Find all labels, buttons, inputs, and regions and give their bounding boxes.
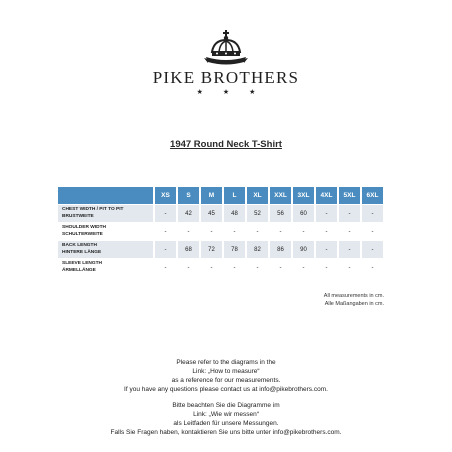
table-cell: -	[339, 205, 360, 222]
size-header: S	[178, 187, 199, 204]
table-cell: 78	[224, 241, 245, 258]
table-cell: -	[362, 223, 383, 240]
row-label	[58, 259, 153, 276]
info-line: Bitte beachten Sie die Diagramme im	[172, 402, 280, 409]
size-header: XXL	[270, 187, 291, 204]
row-label-de: BRUSTWEITE	[62, 213, 94, 219]
table-cell: -	[316, 205, 337, 222]
table-cell: -	[155, 223, 176, 240]
table-cell: -	[155, 259, 176, 276]
table-row	[58, 241, 383, 258]
row-label-en: SLEEVE LENGTH	[62, 261, 102, 266]
table-cell: -	[362, 259, 383, 276]
note-de: Alle Maßangaben in cm.	[324, 301, 384, 307]
table-cell: 52	[247, 205, 268, 222]
info-line: Please refer to the diagrams in the	[176, 359, 276, 366]
size-header: 3XL	[293, 187, 314, 204]
info-contact-line: Falls Sie Fragen haben, kontaktieren Sie uns bitte unter info@pikebrothers.com.	[110, 429, 342, 436]
size-header: XS	[155, 187, 176, 204]
note-en: All measurements in cm.	[323, 293, 384, 299]
table-cell: 48	[224, 205, 245, 222]
row-label-de: ÄRMELLÄNGE	[62, 267, 96, 273]
table-cell: 45	[201, 205, 222, 222]
row-label-en: SHOULDER WIDTH	[62, 225, 106, 230]
table-cell: 72	[201, 241, 222, 258]
size-header: 4XL	[316, 187, 337, 204]
table-cell: -	[293, 223, 314, 240]
table-cell: -	[362, 205, 383, 222]
table-cell: -	[178, 259, 199, 276]
info-german	[0, 401, 452, 437]
table-cell: -	[339, 259, 360, 276]
table-cell: 90	[293, 241, 314, 258]
brand-stars: ★ ★ ★	[196, 89, 265, 96]
table-cell: -	[224, 223, 245, 240]
table-cell: -	[270, 259, 291, 276]
table-cell: -	[270, 223, 291, 240]
table-cell: -	[201, 223, 222, 240]
how-to-measure-link[interactable]: Link: „How to measure“	[192, 368, 260, 375]
table-cell: 86	[270, 241, 291, 258]
table-cell: -	[316, 223, 337, 240]
table-cell: -	[339, 223, 360, 240]
row-label-en: BACK LENGTH	[62, 243, 97, 248]
row-label	[58, 241, 153, 258]
table-corner-cell	[58, 187, 153, 204]
table-cell: -	[316, 259, 337, 276]
table-cell: -	[339, 241, 360, 258]
brand-name: PIKE BROTHERS	[152, 68, 300, 87]
table-cell: 68	[178, 241, 199, 258]
table-cell: -	[224, 259, 245, 276]
table-cell: 82	[247, 241, 268, 258]
info-contact-line: If you have any questions please contact us at info@pikebrothers.com.	[124, 386, 328, 393]
table-row	[58, 205, 383, 222]
size-header: 5XL	[339, 187, 360, 204]
measurement-note	[324, 292, 384, 308]
size-header: 6XL	[362, 187, 383, 204]
wie-wir-messen-link[interactable]: Link: „Wie wir messen“	[193, 411, 259, 418]
table-cell: -	[293, 259, 314, 276]
size-header-row	[58, 187, 383, 204]
table-cell: -	[247, 259, 268, 276]
table-cell: -	[316, 241, 337, 258]
table-cell: -	[201, 259, 222, 276]
table-cell: -	[362, 241, 383, 258]
row-label	[58, 223, 153, 240]
size-chart-table	[56, 186, 385, 277]
size-header: L	[224, 187, 245, 204]
table-cell: 56	[270, 205, 291, 222]
page-title: 1947 Round Neck T-Shirt	[170, 139, 282, 150]
info-line: as a reference for our measurements.	[171, 377, 281, 384]
size-header: M	[201, 187, 222, 204]
table-cell: 60	[293, 205, 314, 222]
row-label-en: CHEST WIDTH / PIT TO PIT	[62, 207, 124, 212]
table-cell: 42	[178, 205, 199, 222]
info-line: als Leitfaden für unsere Messungen.	[173, 420, 279, 427]
info-english	[0, 358, 452, 394]
brand-logo	[0, 30, 452, 96]
crown-icon	[204, 30, 248, 66]
table-row	[58, 223, 383, 240]
size-header: XL	[247, 187, 268, 204]
row-label-de: SCHULTERWEITE	[62, 231, 103, 237]
table-cell: -	[247, 223, 268, 240]
row-label	[58, 205, 153, 222]
table-cell: -	[155, 241, 176, 258]
row-label-de: HINTERE LÄNGE	[62, 249, 102, 255]
table-row	[58, 259, 383, 276]
table-cell: -	[155, 205, 176, 222]
table-cell: -	[178, 223, 199, 240]
